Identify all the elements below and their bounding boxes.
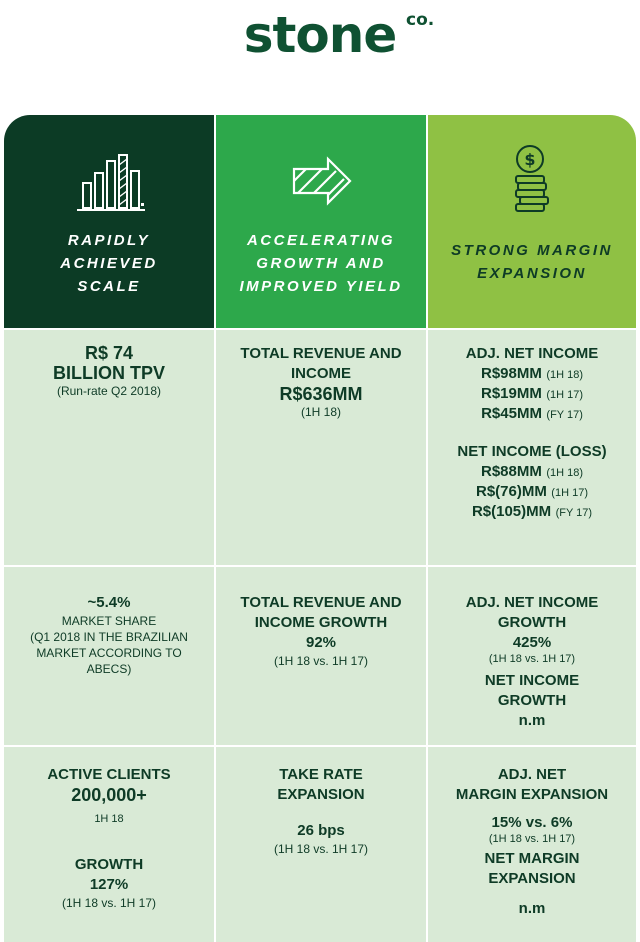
stone-co-logo: [0, 6, 640, 64]
adj-net-income-growth-note: (1H 18 vs. 1H 17): [488, 653, 576, 665]
take-rate-cell: [216, 747, 426, 942]
logo-main-text: stone: [243, 6, 397, 64]
net-margin-value: n.m: [518, 900, 546, 917]
revenue-growth-label-2: INCOME GROWTH: [254, 614, 388, 631]
net-income-line-1: R$88MM (1H 18): [481, 463, 583, 480]
tpv-cell: [4, 330, 214, 565]
header-text-1: RAPIDLY ACHIEVED SCALE: [60, 232, 158, 295]
net-income-growth-value: n.m: [518, 712, 546, 729]
market-share-value: ~5.4%: [87, 594, 131, 611]
net-margin-label-2: EXPANSION: [488, 870, 576, 887]
bar-chart-icon: [77, 153, 147, 213]
market-share-note-1: (Q1 2018 IN THE BRAZILIAN: [30, 630, 188, 644]
net-income-cell: [428, 330, 636, 565]
header-rapidly-achieved-scale: [4, 115, 214, 328]
net-income-growth-cell: [428, 567, 636, 745]
arrow-right-icon: [290, 155, 354, 207]
adj-net-income-line-1: R$98MM (1H 18): [481, 365, 583, 382]
adj-net-margin-label-1: ADJ. NET: [497, 766, 567, 783]
revenue-value: R$636MM: [279, 384, 363, 404]
revenue-growth-value: 92%: [305, 634, 337, 651]
revenue-growth-note: (1H 18 vs. 1H 17): [273, 654, 369, 668]
market-share-cell: [4, 567, 214, 745]
net-income-growth-label-2: GROWTH: [497, 692, 567, 709]
net-income-growth-label-1: NET INCOME: [484, 672, 580, 689]
clients-growth-value: 127%: [89, 876, 129, 893]
net-margin-label-1: NET MARGIN: [484, 850, 580, 867]
net-income-loss-title: NET INCOME (LOSS): [457, 443, 607, 460]
adj-net-margin-label-2: MARGIN EXPANSION: [455, 786, 609, 803]
active-clients-note: 1H 18: [94, 813, 124, 825]
active-clients-label: ACTIVE CLIENTS: [47, 766, 171, 783]
tpv-label: BILLION TPV: [53, 363, 165, 383]
adj-net-income-line-2: R$19MM (1H 17): [481, 385, 583, 402]
svg-text:$: $: [524, 150, 536, 169]
active-clients-value: 200,000+: [71, 785, 147, 805]
tpv-note: (Run-rate Q2 2018): [56, 384, 162, 398]
coin-stack-icon: [508, 143, 556, 213]
clients-growth-note: (1H 18 vs. 1H 17): [61, 896, 157, 910]
net-income-line-2: R$(76)MM (1H 17): [476, 483, 588, 500]
highlights-grid: [4, 115, 636, 942]
market-share-note-2: MARKET ACCORDING TO: [36, 646, 182, 660]
logo-co-text: co.: [406, 10, 435, 30]
adj-net-income-growth-label-1: ADJ. NET INCOME: [465, 594, 599, 611]
take-rate-label-1: TAKE RATE: [279, 766, 363, 783]
revenue-label-2: INCOME: [291, 365, 351, 382]
adj-net-margin-note: (1H 18 vs. 1H 17): [488, 833, 576, 845]
adj-net-income-growth-label-2: GROWTH: [497, 614, 567, 631]
net-income-line-3: R$(105)MM (FY 17): [471, 503, 593, 520]
take-rate-value: 26 bps: [297, 822, 345, 839]
take-rate-label-2: EXPANSION: [277, 786, 365, 803]
header-strong-margin: [428, 115, 636, 328]
market-share-label: MARKET SHARE: [61, 614, 157, 628]
adj-net-income-growth-value: 425%: [512, 634, 552, 651]
take-rate-note: (1H 18 vs. 1H 17): [273, 842, 369, 856]
tpv-value: R$ 74: [84, 343, 134, 363]
revenue-label-1: TOTAL REVENUE AND: [240, 345, 402, 362]
margin-expansion-cell: [428, 747, 636, 942]
revenue-growth-label-1: TOTAL REVENUE AND: [240, 594, 402, 611]
active-clients-cell: [4, 747, 214, 942]
header-text-2: ACCELERATING GROWTH AND IMPROVED YIELD: [239, 232, 403, 295]
total-revenue-cell: [216, 330, 426, 565]
adj-net-income-title: ADJ. NET INCOME: [465, 345, 599, 362]
adj-net-income-line-3: R$45MM (FY 17): [481, 405, 583, 422]
header-text-3: STRONG MARGIN EXPANSION: [451, 242, 613, 282]
adj-net-margin-value: 15% vs. 6%: [491, 814, 573, 831]
header-accelerating-growth: [216, 115, 426, 328]
logo-wordmark: [243, 6, 435, 64]
market-share-note-3: ABECS): [86, 662, 132, 676]
clients-growth-label: GROWTH: [74, 856, 144, 873]
revenue-note: (1H 18): [300, 405, 341, 419]
revenue-growth-cell: [216, 567, 426, 745]
